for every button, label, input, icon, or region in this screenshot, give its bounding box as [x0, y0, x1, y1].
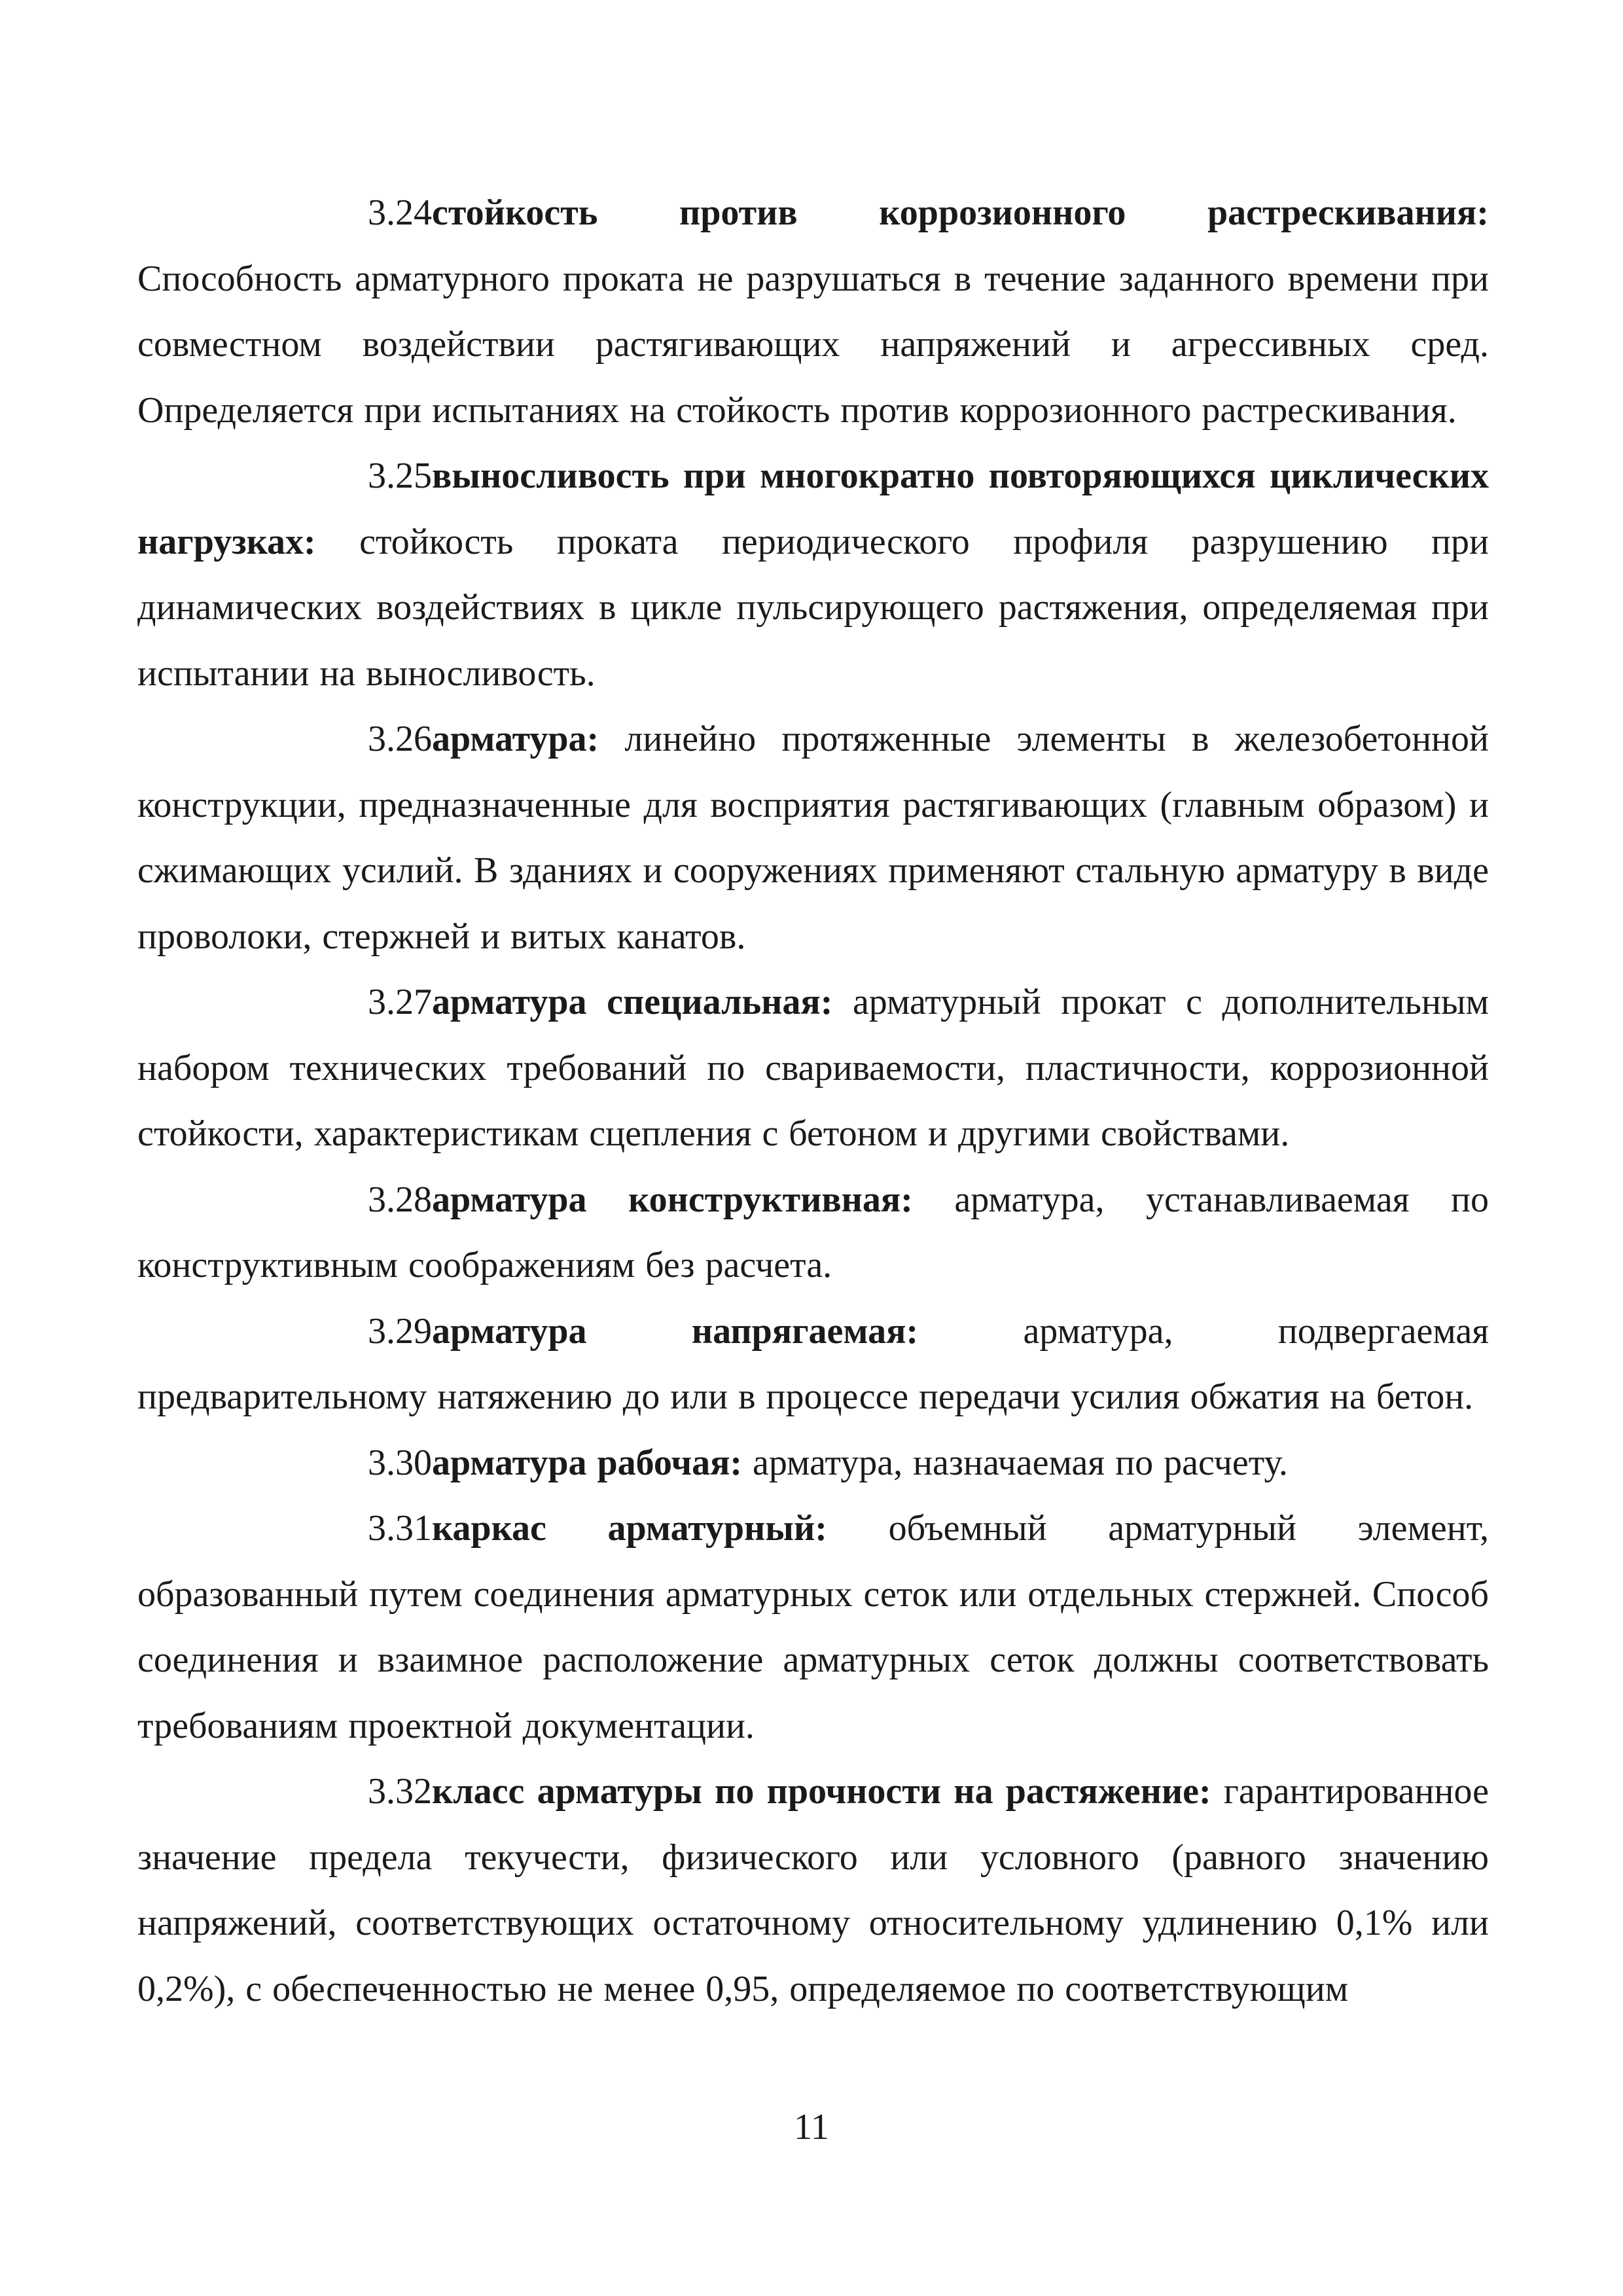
definition-entry: [137, 706, 1489, 969]
entry-number: 3.29: [368, 1310, 432, 1352]
definition-entry: [137, 1496, 1489, 1759]
entry-term: арматура рабочая:: [432, 1442, 743, 1483]
definition-entry: [137, 1759, 1489, 2022]
entry-number: 3.30: [368, 1442, 432, 1483]
entry-definition: арматура, устанавливаемая по конструктивным соображениям без расчета.: [137, 1179, 1489, 1285]
entry-term: класс арматуры по прочности на растяжение:: [432, 1771, 1211, 1812]
entry-number: 3.27: [368, 982, 432, 1022]
entry-term: выносливость при многократно повторяющихся циклических нагрузках:: [137, 456, 1489, 562]
entry-number: 3.32: [368, 1771, 432, 1812]
document-body: [137, 180, 1489, 2022]
definition-entry: [137, 443, 1489, 706]
page-number: 11: [794, 2107, 829, 2147]
entry-term: стойкость против коррозионного растрескивания:: [432, 192, 1489, 233]
entry-definition: линейно протяженные элементы в железобетонной конструкции, предназначенные для восприятия растягивающих (главным образом) и сжимающих усилий. В зданиях и сооружениях применяют стальную арматуру в виде проволоки, стержней и витых канатов.: [137, 719, 1489, 957]
entry-term: арматура специальная:: [432, 982, 833, 1022]
entry-definition: арматура, подвергаемая предварительному натяжению до или в процессе передачи усилия обжатия на бетон.: [137, 1310, 1489, 1417]
entry-number: 3.25: [368, 456, 432, 496]
entry-definition: стойкость проката периодического профиля разрушению при динамических воздействиях в цикле пульсирующего растяжения, определяемая при испытании на выносливость.: [137, 521, 1489, 694]
entry-term: арматура напрягаемая:: [432, 1310, 919, 1352]
entry-definition: арматурный прокат с дополнительным набором технических требований по свариваемости, пластичности, коррозионной стойкости, характеристикам сцепления с бетоном и другими свойствами.: [137, 982, 1489, 1154]
definition-entry: [137, 180, 1489, 443]
definition-entry: [137, 1430, 1489, 1496]
definition-entry: [137, 1167, 1489, 1299]
entry-number: 3.24: [368, 192, 432, 233]
entry-definition: арматура, назначаемая по расчету.: [753, 1442, 1288, 1483]
definition-entry: [137, 1299, 1489, 1430]
entry-number: 3.28: [368, 1179, 432, 1220]
entry-term: арматура конструктивная:: [432, 1179, 913, 1220]
entry-definition: объемный арматурный элемент, образованный путем соединения арматурных сеток или отдельных стержней. Способ соединения и взаимное расположение арматурных сеток должны соответствовать требованиям проектной документации.: [137, 1508, 1489, 1746]
entry-definition: Способность арматурного проката не разрушаться в течение заданного времени при совместном воздействии растягивающих напряжений и агрессивных сред. Определяется при испытаниях на стойкость против коррозионного растрескивания.: [137, 258, 1489, 431]
entry-term: каркас арматурный:: [432, 1508, 827, 1549]
definition-entry: [137, 969, 1489, 1167]
entry-number: 3.26: [368, 719, 432, 759]
entry-number: 3.31: [368, 1508, 432, 1549]
entry-term: арматура:: [432, 719, 599, 759]
entry-definition: гарантированное значение предела текучести, физического или условного (равного значению напряжений, соответствующих остаточному относительному удлинению 0,1% или 0,2%), с обеспеченностью не менее 0,95, определяемое по соответствующим: [137, 1771, 1489, 2009]
